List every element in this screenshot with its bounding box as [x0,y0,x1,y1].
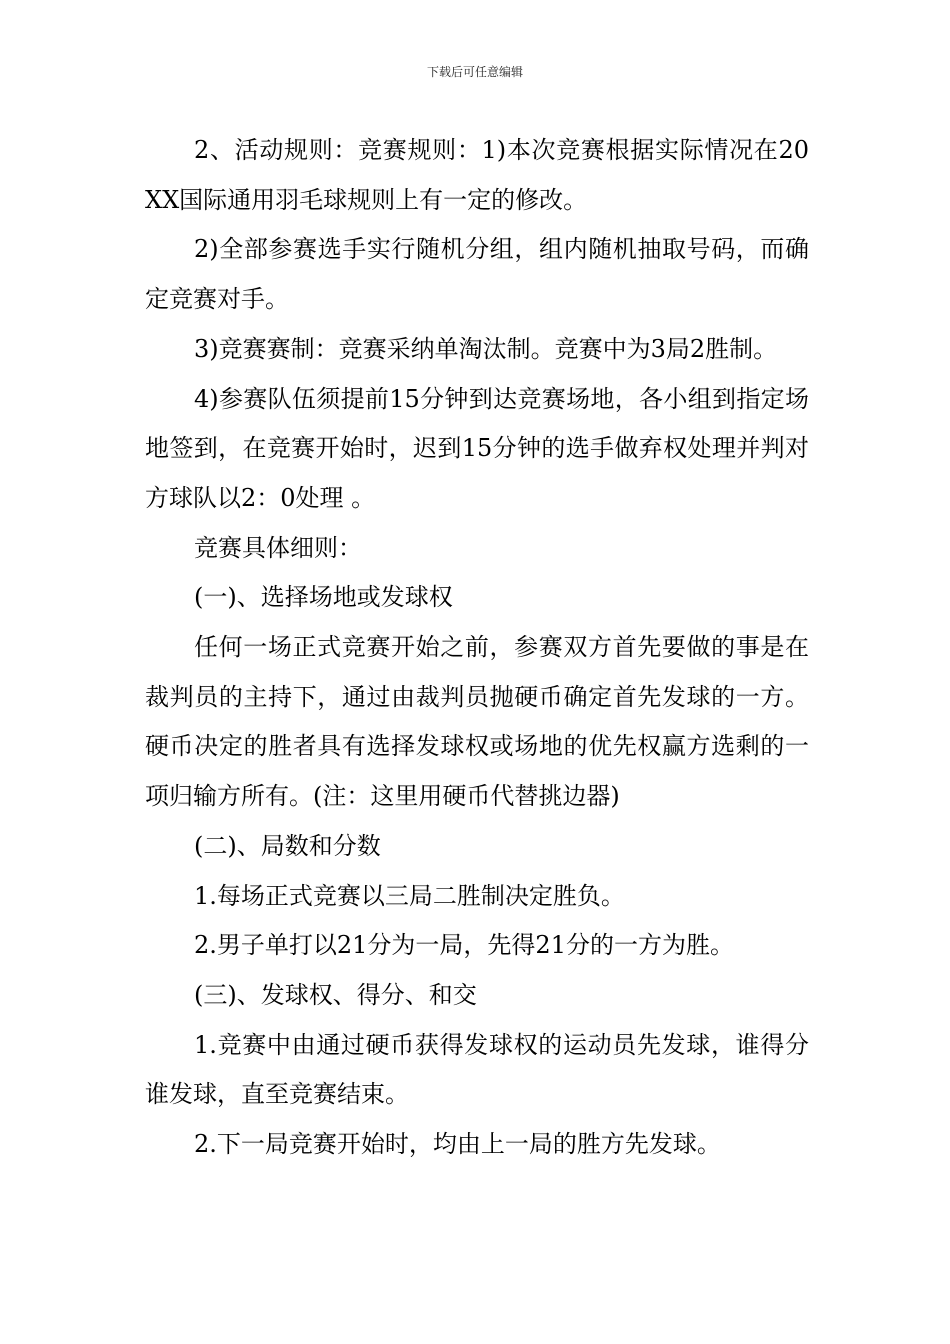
section-heading-serve-score: (三)、发球权、得分、和交 [194,980,477,1009]
paragraph-best-of-three: 1.每场正式竞赛以三局二胜制决定胜负。 [194,881,625,910]
document-body [145,126,809,1170]
paragraph-random-grouping: 2)全部参赛选手实行随机分组，组内随机抽取号码，而确定竞赛对手。 [145,235,809,314]
section-heading-games-scores: (二)、局数和分数 [194,831,381,860]
paragraph-detailed-rules-heading: 竞赛具体细则： [194,533,362,562]
section-heading-court-serve: (一)、选择场地或发球权 [194,583,453,612]
paragraph-mens-singles: 2.男子单打以21分为一局，先得21分的一方为胜。 [194,931,734,960]
paragraph-match-format: 3)竞赛赛制：竞赛采纳单淘汰制。竞赛中为3局2胜制。 [194,334,778,363]
paragraph-activity-rules: 2、活动规则：竞赛规则：1)本次竞赛根据实际情况在20XX国际通用羽毛球规则上有一定的修改。 [145,136,809,214]
paragraph-next-game-serve: 2.下一局竞赛开始时，均由上一局的胜方先发球。 [194,1130,721,1159]
paragraph-serve-rule: 1.竞赛中由通过硬币获得发球权的运动员先发球，谁得分谁发球，直至竞赛结束。 [145,1030,809,1109]
paragraph-check-in: 4)参赛队伍须提前15分钟到达竞赛场地，各小组到指定场地签到，在竞赛开始时，迟到15分钟的选手做弃权处理并判对方球队以2：0处理 。 [145,384,809,512]
page-header: 下载后可任意编辑 [426,65,523,79]
paragraph-coin-toss: 任何一场正式竞赛开始之前，参赛双方首先要做的事是在裁判员的主持下，通过由裁判员抛硬币确定首先发球的一方。硬币决定的胜者具有选择发球权或场地的优先权赢方选剩的一项归输方所有。(注：这里用硬币代替挑边器) [145,633,809,811]
